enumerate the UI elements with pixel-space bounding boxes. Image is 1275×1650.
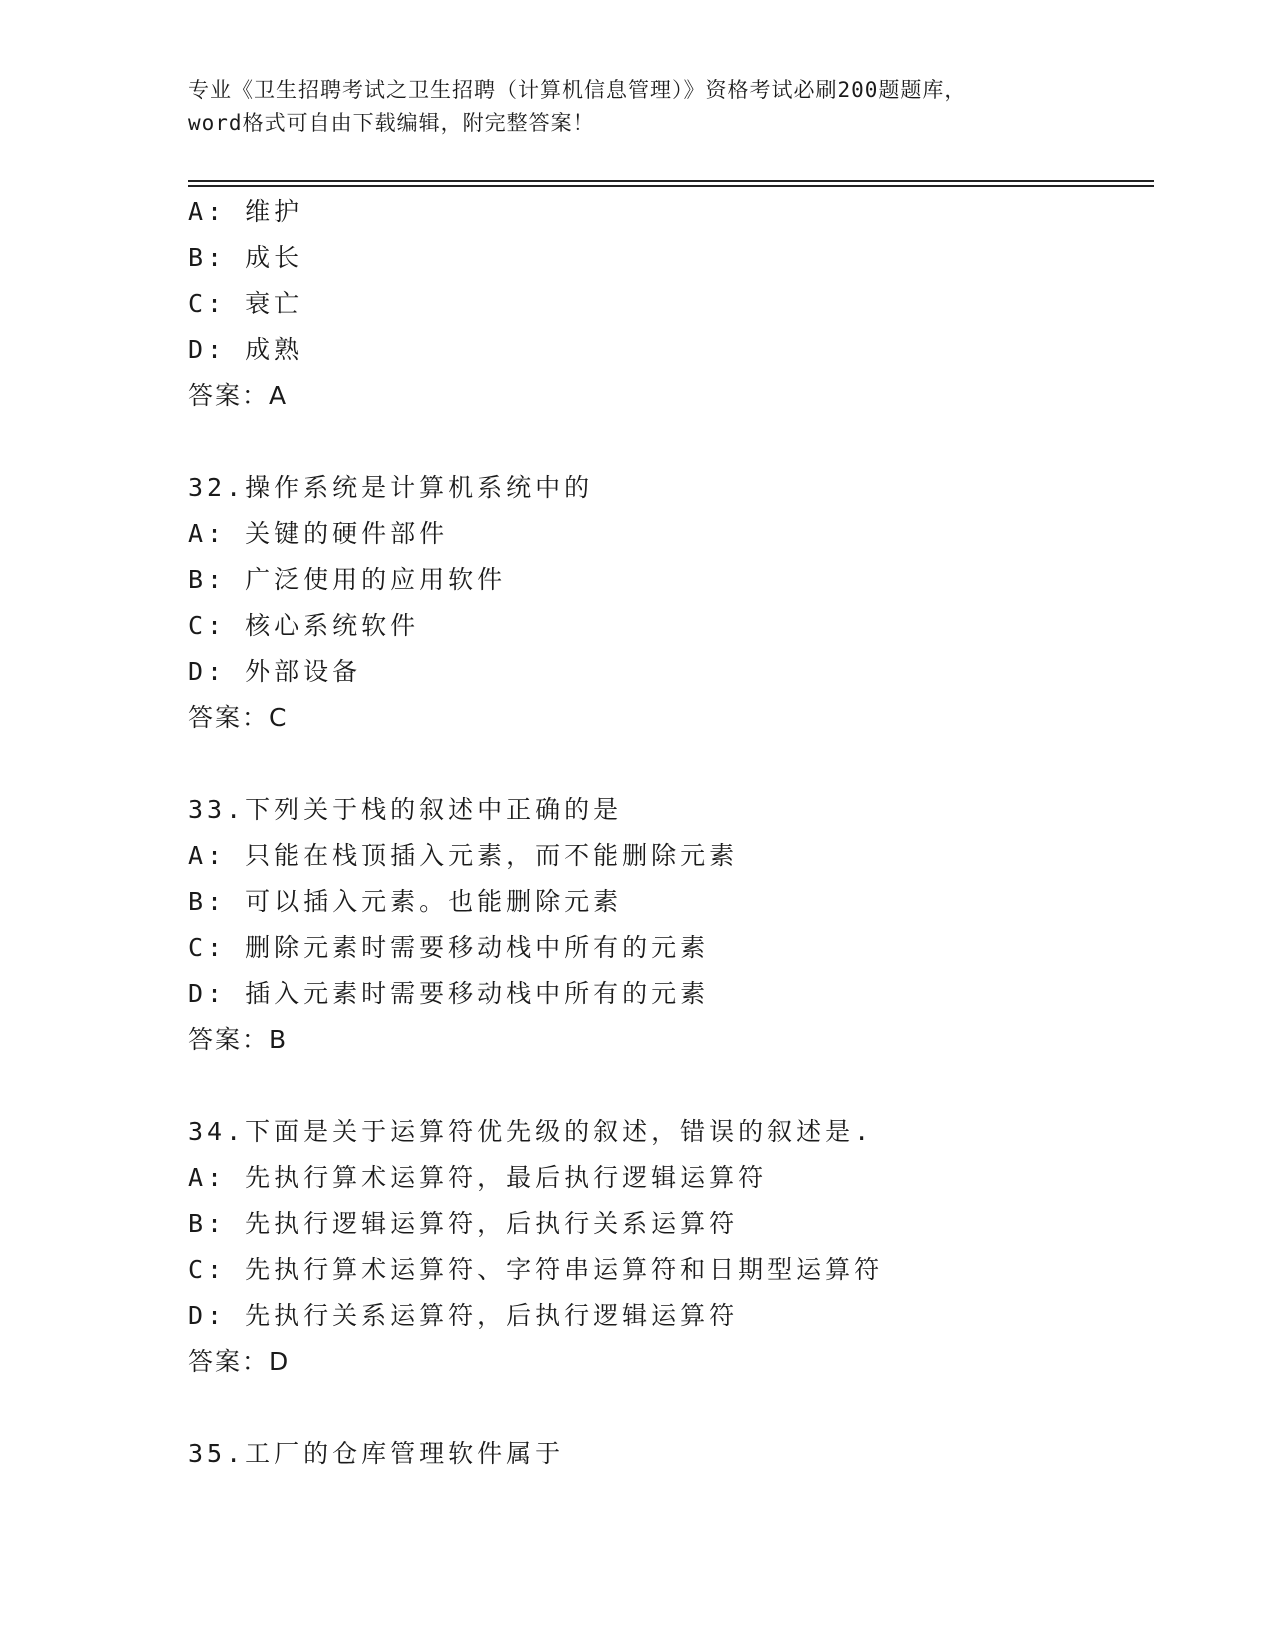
question-text: 35.工厂的仓库管理软件属于	[188, 1439, 565, 1468]
header-line-1: 专业《卫生招聘考试之卫生招聘（计算机信息管理）》资格考试必刷200题题库，	[188, 78, 967, 102]
spacer	[188, 1063, 1148, 1109]
answer-line: 答案：B	[188, 1025, 289, 1054]
option-d: D: 外部设备	[188, 657, 362, 686]
option-a: A: 维护	[188, 197, 304, 226]
option-c: C: 衰亡	[188, 289, 304, 318]
question-list	[188, 189, 1148, 1477]
option-c: C: 删除元素时需要移动栈中所有的元素	[188, 933, 710, 962]
header-line-2: word格式可自由下载编辑，附完整答案！	[188, 111, 595, 135]
option-d: D: 先执行关系运算符，后执行逻辑运算符	[188, 1301, 739, 1330]
spacer	[188, 741, 1148, 787]
option-a: A: 只能在栈顶插入元素，而不能删除元素	[188, 841, 739, 870]
option-d: D: 成熟	[188, 335, 304, 364]
document-header	[188, 74, 1088, 140]
header-divider-top	[188, 180, 1154, 182]
option-a: A: 先执行算术运算符，最后执行逻辑运算符	[188, 1163, 768, 1192]
option-b: B: 成长	[188, 243, 304, 272]
option-c: C: 核心系统软件	[188, 611, 420, 640]
answer-line: 答案：A	[188, 381, 289, 410]
answer-line: 答案：D	[188, 1347, 291, 1376]
option-a: A: 关键的硬件部件	[188, 519, 449, 548]
spacer	[188, 1385, 1148, 1431]
option-d: D: 插入元素时需要移动栈中所有的元素	[188, 979, 710, 1008]
question-34-block	[188, 1109, 1148, 1385]
question-text: 34.下面是关于运算符优先级的叙述，错误的叙述是.	[188, 1117, 874, 1146]
question-31-block	[188, 189, 1148, 419]
option-b: B: 可以插入元素。也能删除元素	[188, 887, 623, 916]
question-text: 32.操作系统是计算机系统中的	[188, 473, 594, 502]
option-c: C: 先执行算术运算符、字符串运算符和日期型运算符	[188, 1255, 884, 1284]
answer-line: 答案：C	[188, 703, 289, 732]
question-32-block	[188, 465, 1148, 741]
question-text: 33.下列关于栈的叙述中正确的是	[188, 795, 623, 824]
header-divider-bottom	[188, 185, 1154, 187]
option-b: B: 广泛使用的应用软件	[188, 565, 507, 594]
spacer	[188, 419, 1148, 465]
option-b: B: 先执行逻辑运算符，后执行关系运算符	[188, 1209, 739, 1238]
question-35-block	[188, 1431, 1148, 1477]
question-33-block	[188, 787, 1148, 1063]
